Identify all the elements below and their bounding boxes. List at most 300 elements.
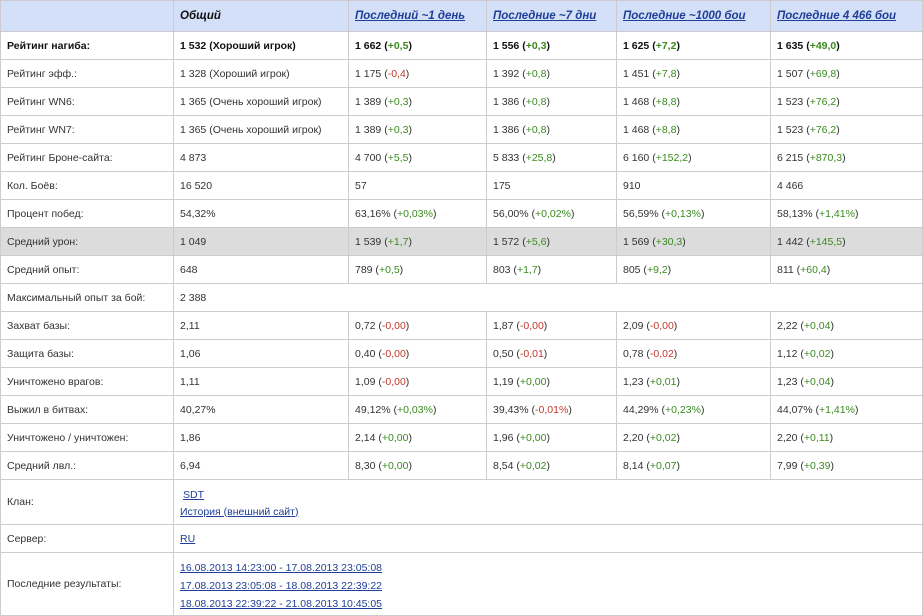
stat-paren: )	[854, 403, 859, 416]
stat-delta: +0,07	[649, 459, 677, 472]
stat-delta: +0,01	[649, 375, 677, 388]
stat-value: 0,78 (	[623, 347, 650, 360]
stat-paren: )	[700, 207, 705, 220]
stat-value: 4 466	[777, 179, 804, 192]
stat-day	[349, 228, 487, 256]
stat-all	[771, 200, 923, 228]
stat-all	[771, 396, 923, 424]
stat-label: Рейтинг WN6:	[1, 88, 174, 116]
header-all	[771, 1, 923, 32]
stat-value: 811 (	[777, 263, 801, 276]
header-all-link[interactable]: Последние 4 466 бои	[777, 10, 897, 22]
stat-delta: +0,13%	[665, 207, 701, 220]
stat-day	[349, 144, 487, 172]
stat-value: 6 215 (	[777, 151, 810, 164]
stat-label: Рейтинг эфф.:	[1, 60, 174, 88]
stat-paren: )	[830, 347, 834, 360]
stat-delta: +0,8	[525, 95, 547, 108]
header-1000	[617, 1, 771, 32]
stat-day	[349, 368, 487, 396]
stat-value: 1 569 (	[623, 235, 656, 248]
stat-paren: )	[829, 431, 834, 444]
stat-value: 1,19 (	[493, 375, 520, 388]
stat-overall: 1 365 (Очень хороший игрок)	[174, 88, 349, 116]
stat-k1000	[617, 368, 771, 396]
stat-value: 8,30 (	[355, 459, 382, 472]
stat-week	[487, 340, 617, 368]
stat-paren: )	[836, 95, 840, 108]
stat-k1000	[617, 228, 771, 256]
stat-delta: +152,2	[655, 151, 689, 164]
stat-value: 56,00% (	[493, 207, 536, 220]
stat-all	[771, 340, 923, 368]
stat-delta: +145,5	[809, 235, 843, 248]
stat-week	[487, 200, 617, 228]
stat-label: Уничтожено врагов:	[1, 368, 174, 396]
stat-value: 1 635 (	[777, 39, 810, 52]
stat-paren: )	[408, 235, 412, 248]
stat-delta: +0,00	[519, 375, 547, 388]
stat-paren: )	[826, 263, 831, 276]
stat-week	[487, 228, 617, 256]
stat-delta: +1,41%	[819, 207, 855, 220]
stat-value: 1 507 (	[777, 67, 810, 80]
stat-label: Защита базы:	[1, 340, 174, 368]
header-day	[349, 1, 487, 32]
clan-row	[1, 480, 923, 525]
stat-value: 1,09 (	[355, 375, 382, 388]
stat-value: 2,22 (	[777, 319, 804, 332]
stat-day	[349, 116, 487, 144]
stat-delta: +0,04	[803, 375, 831, 388]
stat-week	[487, 452, 617, 480]
stat-k1000	[617, 60, 771, 88]
stat-week	[487, 32, 617, 60]
stat-paren: )	[842, 235, 846, 248]
stat-value: 8,54 (	[493, 459, 520, 472]
stat-paren: )	[399, 263, 404, 276]
clan-cell	[174, 480, 923, 525]
stat-delta: +49,0	[809, 39, 837, 52]
stat-paren: )	[836, 123, 840, 136]
stat-k1000	[617, 256, 771, 284]
stat-paren: )	[405, 347, 410, 360]
stat-value: 1 389 (	[355, 123, 388, 136]
stat-delta: +60,4	[800, 263, 827, 276]
stat-value: 1 539 (	[355, 235, 388, 248]
stat-delta: +8,8	[655, 123, 677, 136]
stat-label: Рейтинг нагиба:	[1, 32, 174, 60]
stat-paren: )	[546, 375, 550, 388]
stat-paren: )	[673, 319, 678, 332]
stat-value: 1 625 (	[623, 39, 656, 52]
stat-delta: +1,41%	[819, 403, 855, 416]
stat-row	[1, 312, 923, 340]
stat-paren: )	[543, 347, 548, 360]
stat-k1000	[617, 396, 771, 424]
stat-value: 803 (	[493, 263, 517, 276]
recent-label: Последние результаты:	[1, 553, 174, 616]
stat-all	[771, 144, 923, 172]
stat-delta: +5,6	[525, 235, 547, 248]
stat-all	[771, 32, 923, 60]
stat-delta: +1,7	[387, 235, 409, 248]
stat-day	[349, 88, 487, 116]
server-label: Сервер:	[1, 525, 174, 553]
stat-delta: -0,00	[649, 319, 674, 332]
stat-paren: )	[432, 207, 437, 220]
header-week	[487, 1, 617, 32]
stat-paren: )	[546, 95, 550, 108]
stat-paren: )	[673, 347, 678, 360]
stat-overall: 6,94	[174, 452, 349, 480]
stat-overall: 1 532 (Хороший игрок)	[174, 32, 349, 60]
stat-value: 2,14 (	[355, 431, 382, 444]
stat-day	[349, 200, 487, 228]
stat-value: 1,23 (	[777, 375, 804, 388]
stat-delta: -0,02	[649, 347, 674, 360]
stat-all	[771, 368, 923, 396]
stat-delta: +0,8	[525, 67, 547, 80]
stat-week	[487, 144, 617, 172]
recent-result-link[interactable]: 16.08.2013 14:23:00 - 17.08.2013 23:05:08	[180, 561, 383, 574]
stat-value: 1 451 (	[623, 67, 656, 80]
stat-value: 2,09 (	[623, 319, 650, 332]
stat-value: 49,12% (	[355, 403, 398, 416]
stat-all	[771, 228, 923, 256]
stat-value: 44,07% (	[777, 403, 820, 416]
stat-value: 1,87 (	[493, 319, 520, 332]
stat-paren: )	[842, 151, 846, 164]
stat-all	[771, 172, 923, 200]
stat-label: Рейтинг WN7:	[1, 116, 174, 144]
stat-day	[349, 172, 487, 200]
stat-paren: )	[830, 319, 834, 332]
server-row	[1, 525, 923, 553]
stat-value: 1 389 (	[355, 95, 388, 108]
stat-paren: )	[676, 375, 680, 388]
stat-paren: )	[830, 375, 834, 388]
stat-week	[487, 60, 617, 88]
stat-overall: 1 049	[174, 228, 349, 256]
stat-value: 1 175 (	[355, 67, 388, 80]
stat-row	[1, 144, 923, 172]
stat-label: Выжил в битвах:	[1, 396, 174, 424]
stat-week	[487, 172, 617, 200]
stat-paren: )	[676, 39, 680, 52]
stat-value: 2,20 (	[623, 431, 650, 444]
stat-value: 1,12 (	[777, 347, 804, 360]
stat-paren: )	[546, 67, 550, 80]
stat-delta: +1,7	[516, 263, 538, 276]
stat-k1000	[617, 200, 771, 228]
stat-delta: +69,8	[809, 67, 837, 80]
stat-day	[349, 312, 487, 340]
stat-value: 1 442 (	[777, 235, 810, 248]
stat-value: 39,43% (	[493, 403, 536, 416]
clan-tag-link[interactable]: SDT	[183, 488, 204, 501]
stat-value: 58,13% (	[777, 207, 820, 220]
stat-delta: +0,02	[803, 347, 831, 360]
stat-delta: +0,02%	[535, 207, 571, 220]
stat-value: 0,72 (	[355, 319, 382, 332]
stat-delta: -0,4	[387, 67, 406, 80]
stat-paren: )	[546, 459, 550, 472]
stat-delta: +0,03%	[397, 207, 433, 220]
stat-paren: )	[408, 151, 412, 164]
stat-paren: )	[568, 403, 572, 416]
stat-delta: +7,2	[655, 39, 677, 52]
stat-k1000	[617, 312, 771, 340]
stat-overall: 1,86	[174, 424, 349, 452]
stat-value: 1 468 (	[623, 95, 656, 108]
stat-paren: )	[405, 67, 410, 80]
stat-day	[349, 340, 487, 368]
stat-value: 5 833 (	[493, 151, 526, 164]
stat-value: 0,40 (	[355, 347, 382, 360]
stat-delta: +9,2	[646, 263, 668, 276]
stat-value: 1 386 (	[493, 123, 526, 136]
stat-overall: 16 520	[174, 172, 349, 200]
stat-label: Рейтинг Броне-сайта:	[1, 144, 174, 172]
stat-paren: )	[570, 207, 575, 220]
stat-value: 7,99 (	[777, 459, 804, 472]
stat-label: Процент побед:	[1, 200, 174, 228]
stat-label: Захват базы:	[1, 312, 174, 340]
stat-value: 1 662 (	[355, 39, 388, 52]
stat-overall: 54,32%	[174, 200, 349, 228]
stat-paren: )	[405, 319, 410, 332]
stat-week	[487, 396, 617, 424]
stat-row	[1, 452, 923, 480]
stat-value: 1 392 (	[493, 67, 526, 80]
stat-k1000	[617, 144, 771, 172]
stat-overall: 4 873	[174, 144, 349, 172]
header-overall: Общий	[174, 1, 349, 32]
stat-row	[1, 368, 923, 396]
stat-value: 56,59% (	[623, 207, 666, 220]
header-week-link[interactable]: Последние ~7 дни	[493, 10, 597, 22]
stat-k1000	[617, 172, 771, 200]
stat-k1000	[617, 88, 771, 116]
stat-label: Максимальный опыт за бой:	[1, 284, 174, 312]
stat-paren: )	[830, 459, 834, 472]
stat-value: 0,50 (	[493, 347, 520, 360]
stat-delta: +76,2	[809, 95, 837, 108]
stat-delta: +8,8	[655, 95, 677, 108]
stat-paren: )	[700, 403, 705, 416]
stat-k1000	[617, 32, 771, 60]
stat-week	[487, 424, 617, 452]
stat-week	[487, 116, 617, 144]
stats-body	[1, 32, 923, 480]
stat-overall: 1,06	[174, 340, 349, 368]
stat-value: 1,96 (	[493, 431, 520, 444]
stat-value: 1 572 (	[493, 235, 526, 248]
stat-value: 63,16% (	[355, 207, 398, 220]
stat-paren: )	[676, 123, 680, 136]
stat-day	[349, 60, 487, 88]
stat-overall: 648	[174, 256, 349, 284]
stat-day	[349, 256, 487, 284]
stat-all	[771, 116, 923, 144]
stat-delta: +0,3	[387, 95, 409, 108]
stat-day	[349, 32, 487, 60]
header-row	[1, 1, 923, 32]
stat-paren: )	[676, 431, 680, 444]
recent-result-link[interactable]: 17.08.2013 23:05:08 - 18.08.2013 22:39:22	[180, 579, 383, 592]
stat-value: 805 (	[623, 263, 647, 276]
stat-row	[1, 228, 923, 256]
stat-delta: +0,00	[381, 459, 409, 472]
stat-paren: )	[408, 431, 412, 444]
stat-paren: )	[408, 123, 412, 136]
stat-row	[1, 256, 923, 284]
stat-value: 8,14 (	[623, 459, 650, 472]
stat-delta: +0,03%	[397, 403, 433, 416]
stat-week	[487, 256, 617, 284]
header-day-link[interactable]: Последний ~1 день	[355, 10, 466, 22]
stat-delta: +0,23%	[665, 403, 701, 416]
stat-row	[1, 32, 923, 60]
stat-overall: 2,11	[174, 312, 349, 340]
stat-delta: +0,3	[387, 123, 409, 136]
stat-paren: )	[854, 207, 859, 220]
stat-delta: +0,00	[381, 431, 409, 444]
stat-value: 4 700 (	[355, 151, 388, 164]
stat-paren: )	[836, 67, 840, 80]
stat-k1000	[617, 424, 771, 452]
stat-label: Средний лвл.:	[1, 452, 174, 480]
recent-cell	[174, 553, 923, 616]
stat-delta: -0,00	[381, 375, 406, 388]
stat-all	[771, 424, 923, 452]
stat-delta: +0,02	[649, 431, 677, 444]
stat-week	[487, 368, 617, 396]
stat-value: 1,23 (	[623, 375, 650, 388]
stat-paren: )	[682, 235, 686, 248]
stat-overall: 2 388	[174, 284, 923, 312]
stat-row	[1, 340, 923, 368]
stat-delta: +0,8	[525, 123, 547, 136]
stat-paren: )	[676, 459, 680, 472]
stat-paren: )	[552, 151, 556, 164]
stat-all	[771, 60, 923, 88]
stat-row	[1, 116, 923, 144]
stat-delta: -0,01	[519, 347, 544, 360]
stat-row	[1, 200, 923, 228]
stat-all	[771, 88, 923, 116]
stat-all	[771, 256, 923, 284]
stat-delta: -0,01%	[535, 403, 569, 416]
stat-delta: +0,00	[519, 431, 547, 444]
recent-result-link[interactable]: 18.08.2013 22:39:22 - 21.08.2013 10:45:05	[180, 597, 383, 610]
recent-row	[1, 553, 923, 616]
stat-paren: )	[546, 39, 550, 52]
stat-paren: )	[405, 375, 410, 388]
stat-value: 175	[493, 179, 511, 192]
stat-row	[1, 60, 923, 88]
clan-history-link[interactable]: История (внешний сайт)	[180, 505, 299, 518]
stat-day	[349, 424, 487, 452]
stat-value: 6 160 (	[623, 151, 656, 164]
stat-overall: 1 328 (Хороший игрок)	[174, 60, 349, 88]
stat-row	[1, 284, 923, 312]
stat-paren: )	[537, 263, 542, 276]
stat-value: 1 468 (	[623, 123, 656, 136]
header-empty	[1, 1, 174, 32]
stat-paren: )	[408, 459, 412, 472]
stat-value: 57	[355, 179, 367, 192]
stat-delta: +0,39	[803, 459, 831, 472]
stat-k1000	[617, 452, 771, 480]
stat-delta: +7,8	[655, 67, 677, 80]
stat-day	[349, 396, 487, 424]
stat-paren: )	[676, 67, 680, 80]
stat-value: 1 523 (	[777, 123, 810, 136]
clan-label: Клан:	[1, 480, 174, 525]
stat-paren: )	[836, 39, 840, 52]
stat-label: Кол. Боёв:	[1, 172, 174, 200]
header-1000-link[interactable]: Последние ~1000 бои	[623, 10, 746, 22]
stat-day	[349, 452, 487, 480]
server-cell	[174, 525, 923, 553]
stat-delta: +76,2	[809, 123, 837, 136]
stat-paren: )	[546, 235, 550, 248]
stat-value: 1 556 (	[493, 39, 526, 52]
stat-delta: +25,8	[525, 151, 553, 164]
stat-value: 910	[623, 179, 641, 192]
stat-paren: )	[408, 95, 412, 108]
stat-value: 789 (	[355, 263, 379, 276]
stat-row	[1, 88, 923, 116]
stat-row	[1, 172, 923, 200]
stat-row	[1, 396, 923, 424]
stat-delta: -0,00	[519, 319, 544, 332]
stat-overall: 40,27%	[174, 396, 349, 424]
stat-delta: +870,3	[809, 151, 843, 164]
stat-paren: )	[676, 95, 680, 108]
stat-delta: +0,5	[378, 263, 400, 276]
stat-paren: )	[546, 123, 550, 136]
stat-label: Средний опыт:	[1, 256, 174, 284]
stat-all	[771, 452, 923, 480]
stat-value: 44,29% (	[623, 403, 666, 416]
stat-row	[1, 424, 923, 452]
stat-overall: 1 365 (Очень хороший игрок)	[174, 116, 349, 144]
stat-paren: )	[408, 39, 412, 52]
stat-delta: +5,5	[387, 151, 409, 164]
stat-delta: +0,02	[519, 459, 547, 472]
stat-value: 1 523 (	[777, 95, 810, 108]
stat-delta: -0,00	[381, 347, 406, 360]
stat-k1000	[617, 116, 771, 144]
stat-k1000	[617, 340, 771, 368]
stat-overall: 1,11	[174, 368, 349, 396]
stat-delta: +30,3	[655, 235, 683, 248]
stat-label: Уничтожено / уничтожен:	[1, 424, 174, 452]
server-link[interactable]: RU	[180, 532, 196, 545]
stat-week	[487, 312, 617, 340]
stat-delta: +0,5	[387, 39, 409, 52]
stat-week	[487, 88, 617, 116]
stat-delta: +0,3	[525, 39, 547, 52]
stat-paren: )	[432, 403, 437, 416]
stat-delta: +0,11	[803, 431, 830, 444]
stat-delta: -0,00	[381, 319, 406, 332]
stat-paren: )	[688, 151, 692, 164]
stat-value: 2,20 (	[777, 431, 804, 444]
